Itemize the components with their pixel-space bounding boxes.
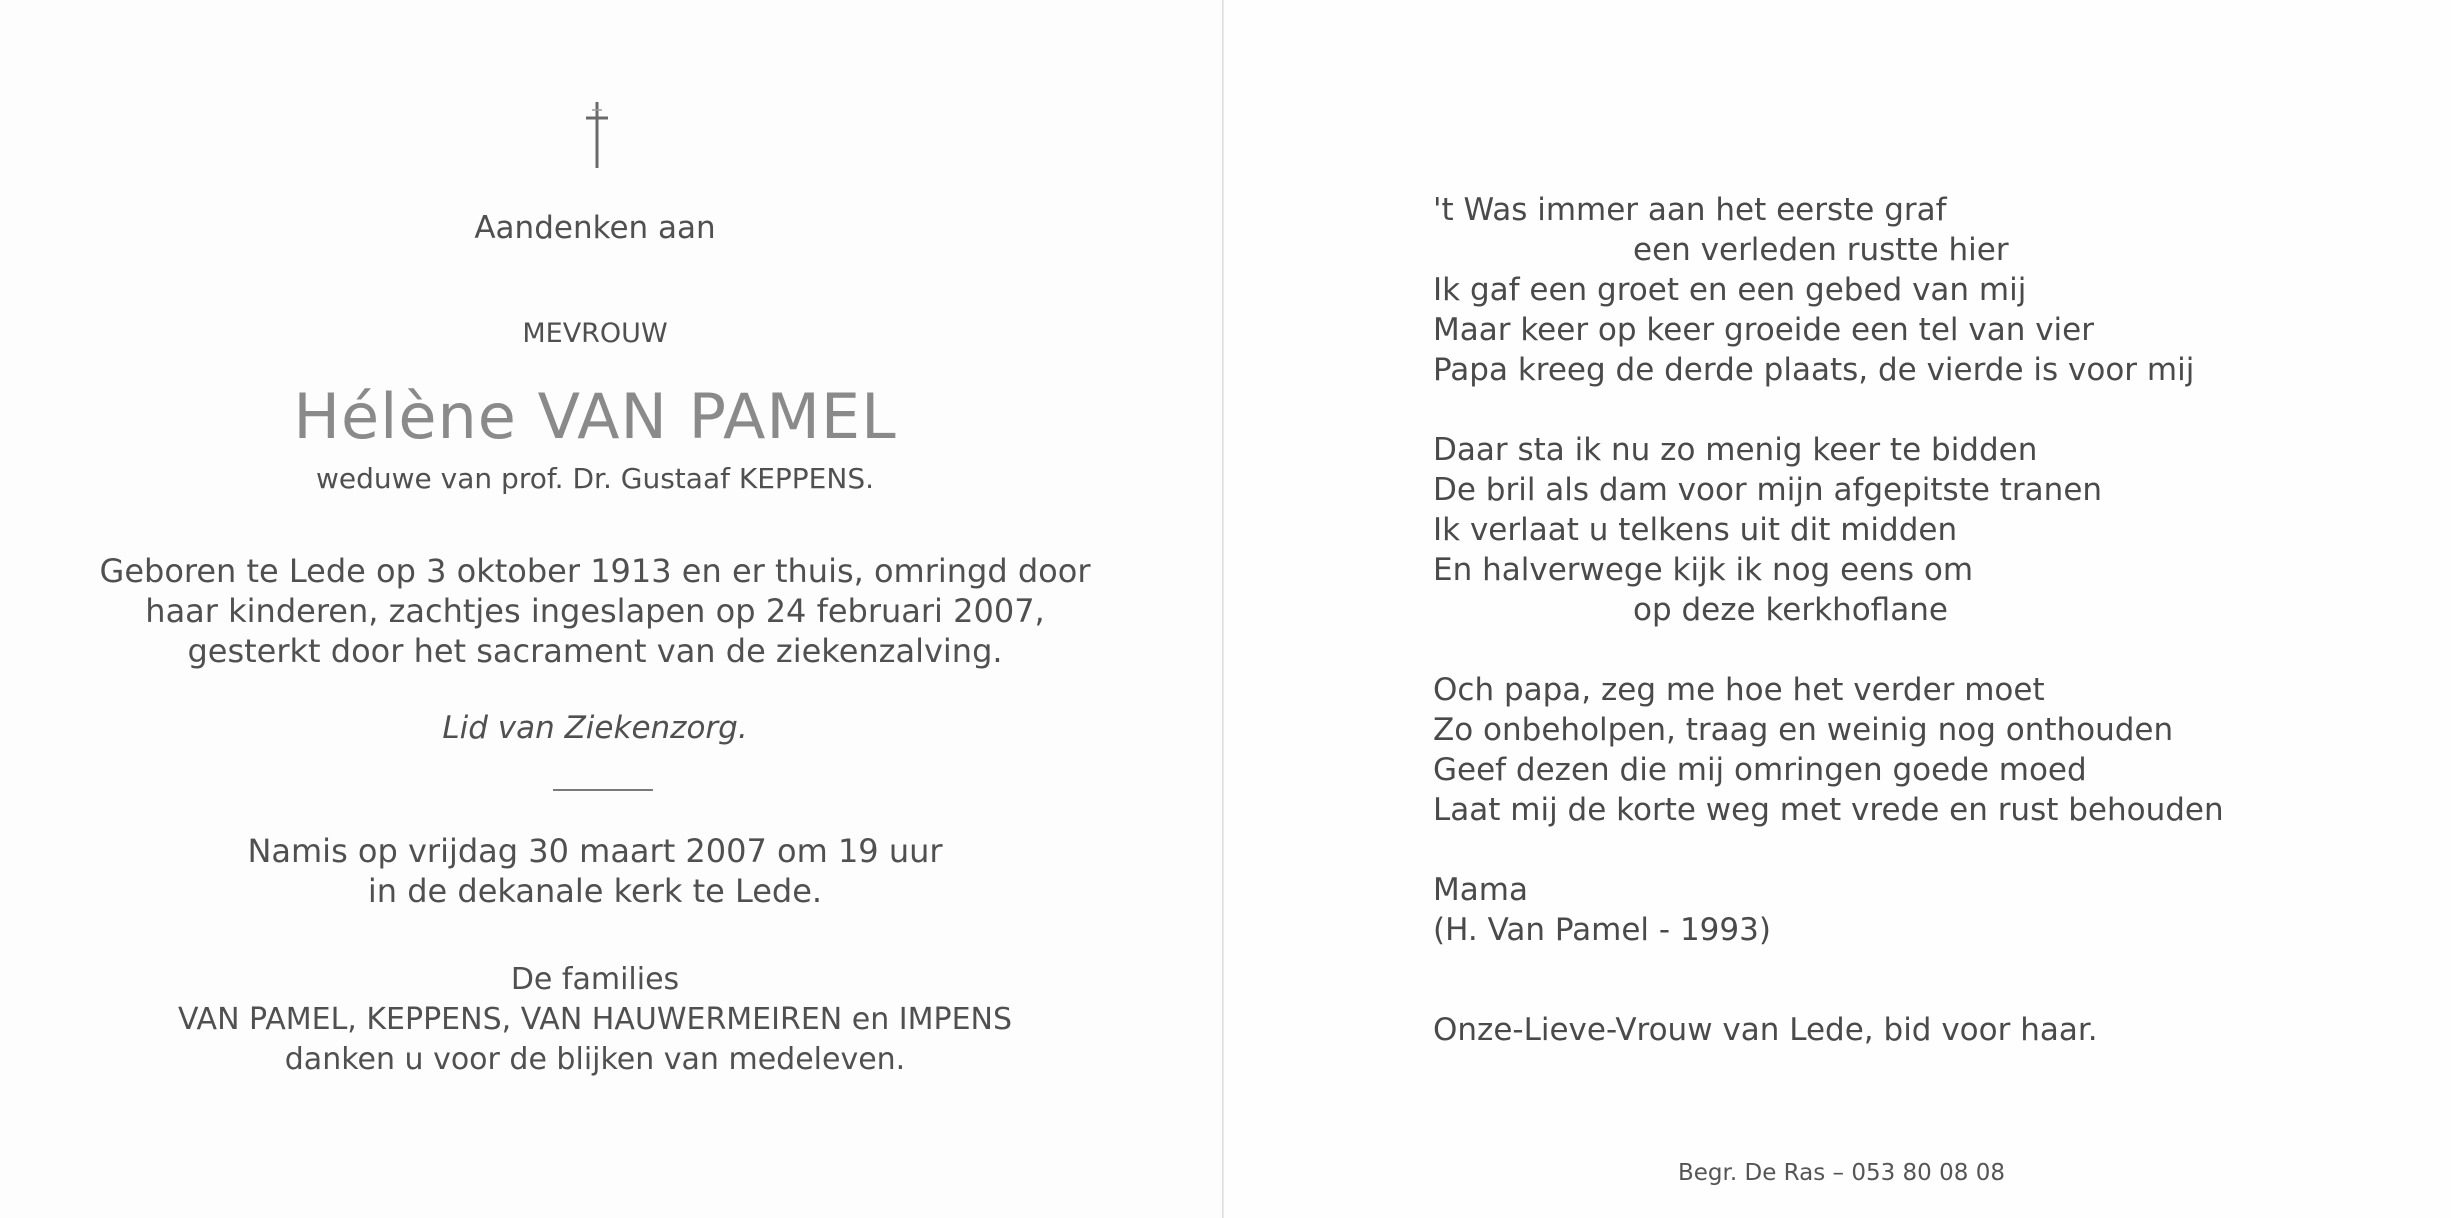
card-fold <box>1222 0 1224 1218</box>
poem-line: een verleden rustte hier <box>1633 232 2009 268</box>
poem-stanza <box>1433 430 2224 630</box>
poem-line: Daar sta ik nu zo menig keer te bidden <box>1433 432 2038 468</box>
poem-line: Geef dezen die mij omringen goede moed <box>1433 752 2087 788</box>
prayer-line: Onze-Lieve-Vrouw van Lede, bid voor haar. <box>1433 1012 2098 1048</box>
poem-line: op deze kerkhoflane <box>1633 592 1948 628</box>
families-line: De families <box>510 962 680 997</box>
poem-line: Och papa, zeg me hoe het verder moet <box>1433 672 2045 708</box>
poem-line: En halverwege kijk ik nog eens om <box>1433 552 1974 588</box>
poem-line: Maar keer op keer groeide een tel van vier <box>1433 312 2094 348</box>
undertaker-credit: Begr. De Ras – 053 80 08 08 <box>1678 1160 2005 1186</box>
remembrance-heading: Aandenken aan <box>474 210 716 246</box>
poem-line: Ik verlaat u telkens uit dit midden <box>1433 512 1958 548</box>
poem-line: Zo onbeholpen, traag en weinig nog onthouden <box>1433 712 2174 748</box>
poem-line: Papa kreeg de derde plaats, de vierde is voor mij <box>1433 352 2195 388</box>
poem-line: Ik gaf een groet en een gebed van mij <box>1433 272 2027 308</box>
poem-author: Mama <box>1433 872 1528 908</box>
families-line: VAN PAMEL, KEPPENS, VAN HAUWERMEIREN en IMPENS <box>177 1002 1013 1037</box>
poem-source: (H. Van Pamel - 1993) <box>1433 912 1771 948</box>
bio-line: Geboren te Lede op 3 oktober 1913 en er thuis, omringd door <box>99 552 1091 590</box>
mass-line: Namis op vrijdag 30 maart 2007 om 19 uur <box>247 832 943 870</box>
poem-line: Laat mij de korte weg met vrede en rust behouden <box>1433 792 2224 828</box>
cross-icon <box>580 100 614 170</box>
poem-line: 't Was immer aan het eerste graf <box>1433 192 1947 228</box>
deceased-name: Hélène VAN PAMEL <box>293 380 897 453</box>
families-line: danken u voor de blijken van medeleven. <box>284 1042 906 1077</box>
membership-line: Lid van Ziekenzorg. <box>442 710 748 746</box>
divider <box>553 789 653 791</box>
bio-line: gesterkt door het sacrament van de ziekenzalving. <box>187 632 1003 670</box>
mass-line: in de dekanale kerk te Lede. <box>367 872 823 910</box>
poem <box>1433 190 2224 870</box>
honorific-title: MEVROUW <box>522 318 668 349</box>
poem-line: De bril als dam voor mijn afgepitste tranen <box>1433 472 2103 508</box>
left-page <box>0 0 1222 1218</box>
poem-stanza <box>1433 190 2224 390</box>
bio-line: haar kinderen, zachtjes ingeslapen op 24 februari 2007, <box>145 592 1045 630</box>
widow-line: weduwe van prof. Dr. Gustaaf KEPPENS. <box>316 462 874 495</box>
poem-stanza <box>1433 670 2224 830</box>
